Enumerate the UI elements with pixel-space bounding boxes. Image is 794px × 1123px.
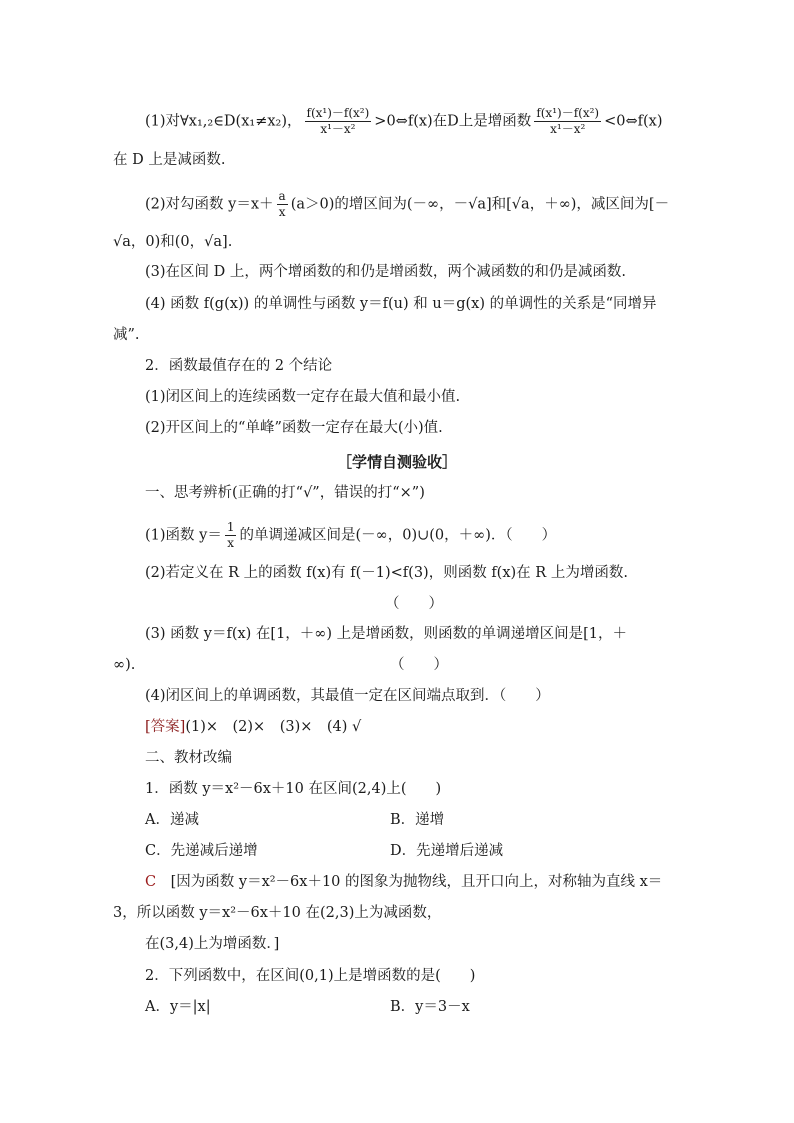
text-line: 在 D 上是减函数. — [113, 152, 226, 168]
option-b: B．递增 — [390, 812, 445, 828]
fraction-denominator: x — [227, 536, 235, 550]
fraction-numerator: f(x¹)－f(x²) — [536, 106, 600, 120]
option-a: A．y＝|x| — [145, 999, 211, 1015]
text-span: (2)对勾函数 y＝x＋ — [145, 196, 274, 213]
text-line: (3) 函数 y＝f(x) 在[1，＋∞) 上是增函数，则函数的单调递增区间是[1，＋ — [145, 626, 628, 642]
fraction-numerator: f(x¹)－f(x²) — [306, 106, 370, 120]
text-line — [145, 189, 669, 220]
text-line: (2)若定义在 R 上的函数 f(x)有 f(－1)<f(3)，则函数 f(x)在 R 上为增函数. — [145, 565, 628, 581]
text-line: (2)开区间上的“单峰”函数一定存在最大(小)值. — [145, 420, 443, 436]
fraction — [534, 106, 601, 137]
fraction — [277, 189, 288, 220]
text-line: 一、思考辨析(正确的打“√”，错误的打“×”) — [145, 485, 425, 501]
explanation-text: [因为函数 y＝x²－6x＋10 的图象为抛物线，且开口向上，对称轴为直线 x＝ — [156, 874, 663, 890]
option-d: D．先递增后递减 — [390, 843, 504, 859]
text-line: 2．函数最值存在的 2 个结论 — [145, 358, 333, 374]
text-line: (3)在区间 D 上，两个增函数的和仍是增函数，两个减函数的和仍是减函数. — [145, 264, 626, 280]
option-b: B．y＝3－x — [390, 999, 470, 1015]
text-line — [145, 520, 556, 551]
answer-line — [145, 717, 361, 737]
explanation-line — [145, 872, 662, 892]
question-line: 2．下列函数中，在区间(0,1)上是增函数的是( ) — [145, 968, 476, 984]
text-span: (1)对∀x₁,₂∈D(x₁≠x₂)， — [145, 113, 302, 130]
text-line: ∞). — [113, 657, 136, 673]
text-span: (a＞0)的增区间为(－∞，－√a]和[√a，＋∞)，减区间为[－ — [290, 196, 670, 213]
fraction-denominator: x¹－x² — [550, 122, 586, 136]
text-line — [145, 106, 662, 137]
text-span: (1)函数 y＝ — [145, 527, 222, 544]
text-line: √a，0)和(0，√a]. — [113, 234, 233, 250]
fraction-denominator: x¹－x² — [320, 122, 356, 136]
text-line: (4)闭区间上的单调函数，其最值一定在区间端点取到．（ ） — [145, 688, 550, 704]
explanation-line: 在(3,4)上为增函数．] — [145, 936, 280, 952]
answer-blank: （ ） — [385, 596, 443, 612]
text-span: >0⇔f(x)在D上是增函数 — [374, 113, 532, 130]
section-heading: ［学情自测验收］ — [336, 453, 457, 471]
text-line: (4) 函数 f(g(x)) 的单调性与函数 y＝f(u) 和 u＝g(x) 的单调性的关系是“同增异 — [145, 296, 657, 312]
fraction — [225, 520, 237, 551]
text-span: 的单调递减区间是(－∞，0)∪(0，＋∞)．（ ） — [239, 527, 557, 544]
answer-choice: C — [145, 874, 157, 890]
fraction-denominator: x — [278, 205, 286, 219]
answer-text: (1)× (2)× (3)× (4) √ — [185, 719, 362, 735]
fraction — [305, 106, 372, 137]
text-line: 二、教材改编 — [145, 750, 232, 766]
answer-label: [答案] — [145, 719, 186, 735]
text-span: <0⇔f(x) — [604, 113, 663, 130]
question-line: 1．函数 y＝x²－6x＋10 在区间(2,4)上( ) — [145, 781, 442, 797]
option-a: A．递减 — [145, 812, 199, 828]
fraction-numerator: 1 — [226, 520, 235, 534]
explanation-line: 3，所以函数 y＝x²－6x＋10 在(2,3)上为减函数， — [113, 905, 442, 921]
option-c: C．先递减后递增 — [145, 843, 258, 859]
answer-blank: （ ） — [390, 657, 448, 673]
text-line: (1)闭区间上的连续函数一定存在最大值和最小值. — [145, 389, 461, 405]
fraction-numerator: a — [278, 189, 286, 203]
text-line: 减”. — [113, 327, 140, 343]
